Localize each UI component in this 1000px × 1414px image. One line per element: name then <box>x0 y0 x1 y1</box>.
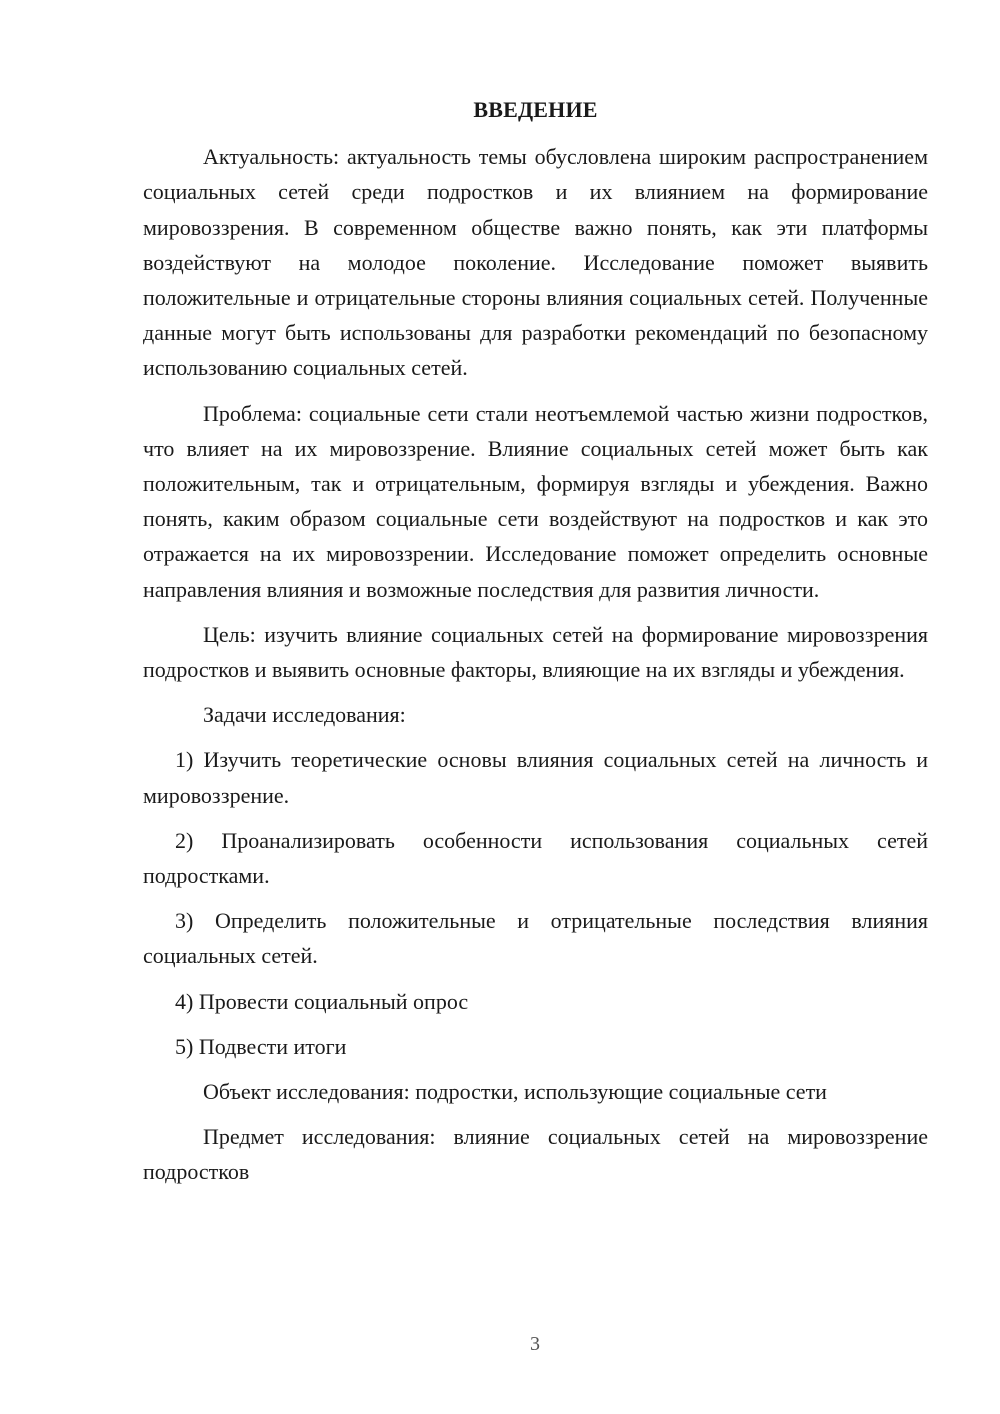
task-item-4: 4) Провести социальный опрос <box>175 988 469 1014</box>
problem-paragraph: Проблема: социальные сети стали неотъемлемой частью жизни подростков, что влияет на их мировоззрение. Влияние социальных сетей может быть как положительным, так и отрицательным, формируя взгляды и убеждения. Важно понять, каким образом социальные сети воздействуют на подростков и как это отражается на их мировоззрении. Исследование поможет определить основные направления влияния и возможные последствия для развития личности. <box>143 400 928 602</box>
goal-paragraph: Цель: изучить влияние социальных сетей на формирование мировоззрения подростков и выявить основные факторы, влияющие на их взгляды и убеждения. <box>143 621 928 683</box>
task-item-3: 3) Определить положительные и отрицательные последствия влияния социальных сетей. <box>143 908 928 969</box>
task-item-5: 5) Подвести итоги <box>175 1033 347 1059</box>
document-page <box>143 92 928 1200</box>
page-title: ВВЕДЕНИЕ <box>473 97 598 122</box>
tasks-heading: Задачи исследования: <box>203 702 406 728</box>
task-item-2: 2) Проанализировать особенности использования социальных сетей подростками. <box>143 827 928 889</box>
relevance-paragraph: Актуальность: актуальность темы обусловлена широким распространением социальных сетей среди подростков и их влиянием на формирование мировоззрения. В современном обществе важно понять, как эти платформы воздействуют на молодое поколение. Исследование поможет выявить положительные и отрицательные стороны влияния социальных сетей. Полученные данные могут быть использованы для разработки рекомендаций по безопасному использованию социальных сетей. <box>143 144 928 381</box>
page-number: 3 <box>530 1333 540 1355</box>
object-paragraph: Объект исследования: подростки, использующие социальные сети <box>203 1079 827 1105</box>
task-item-1: 1) Изучить теоретические основы влияния социальных сетей на личность и мировоззрение. <box>143 747 928 808</box>
subject-paragraph: Предмет исследования: влияние социальных сетей на мировоззрение подростков <box>143 1124 928 1185</box>
